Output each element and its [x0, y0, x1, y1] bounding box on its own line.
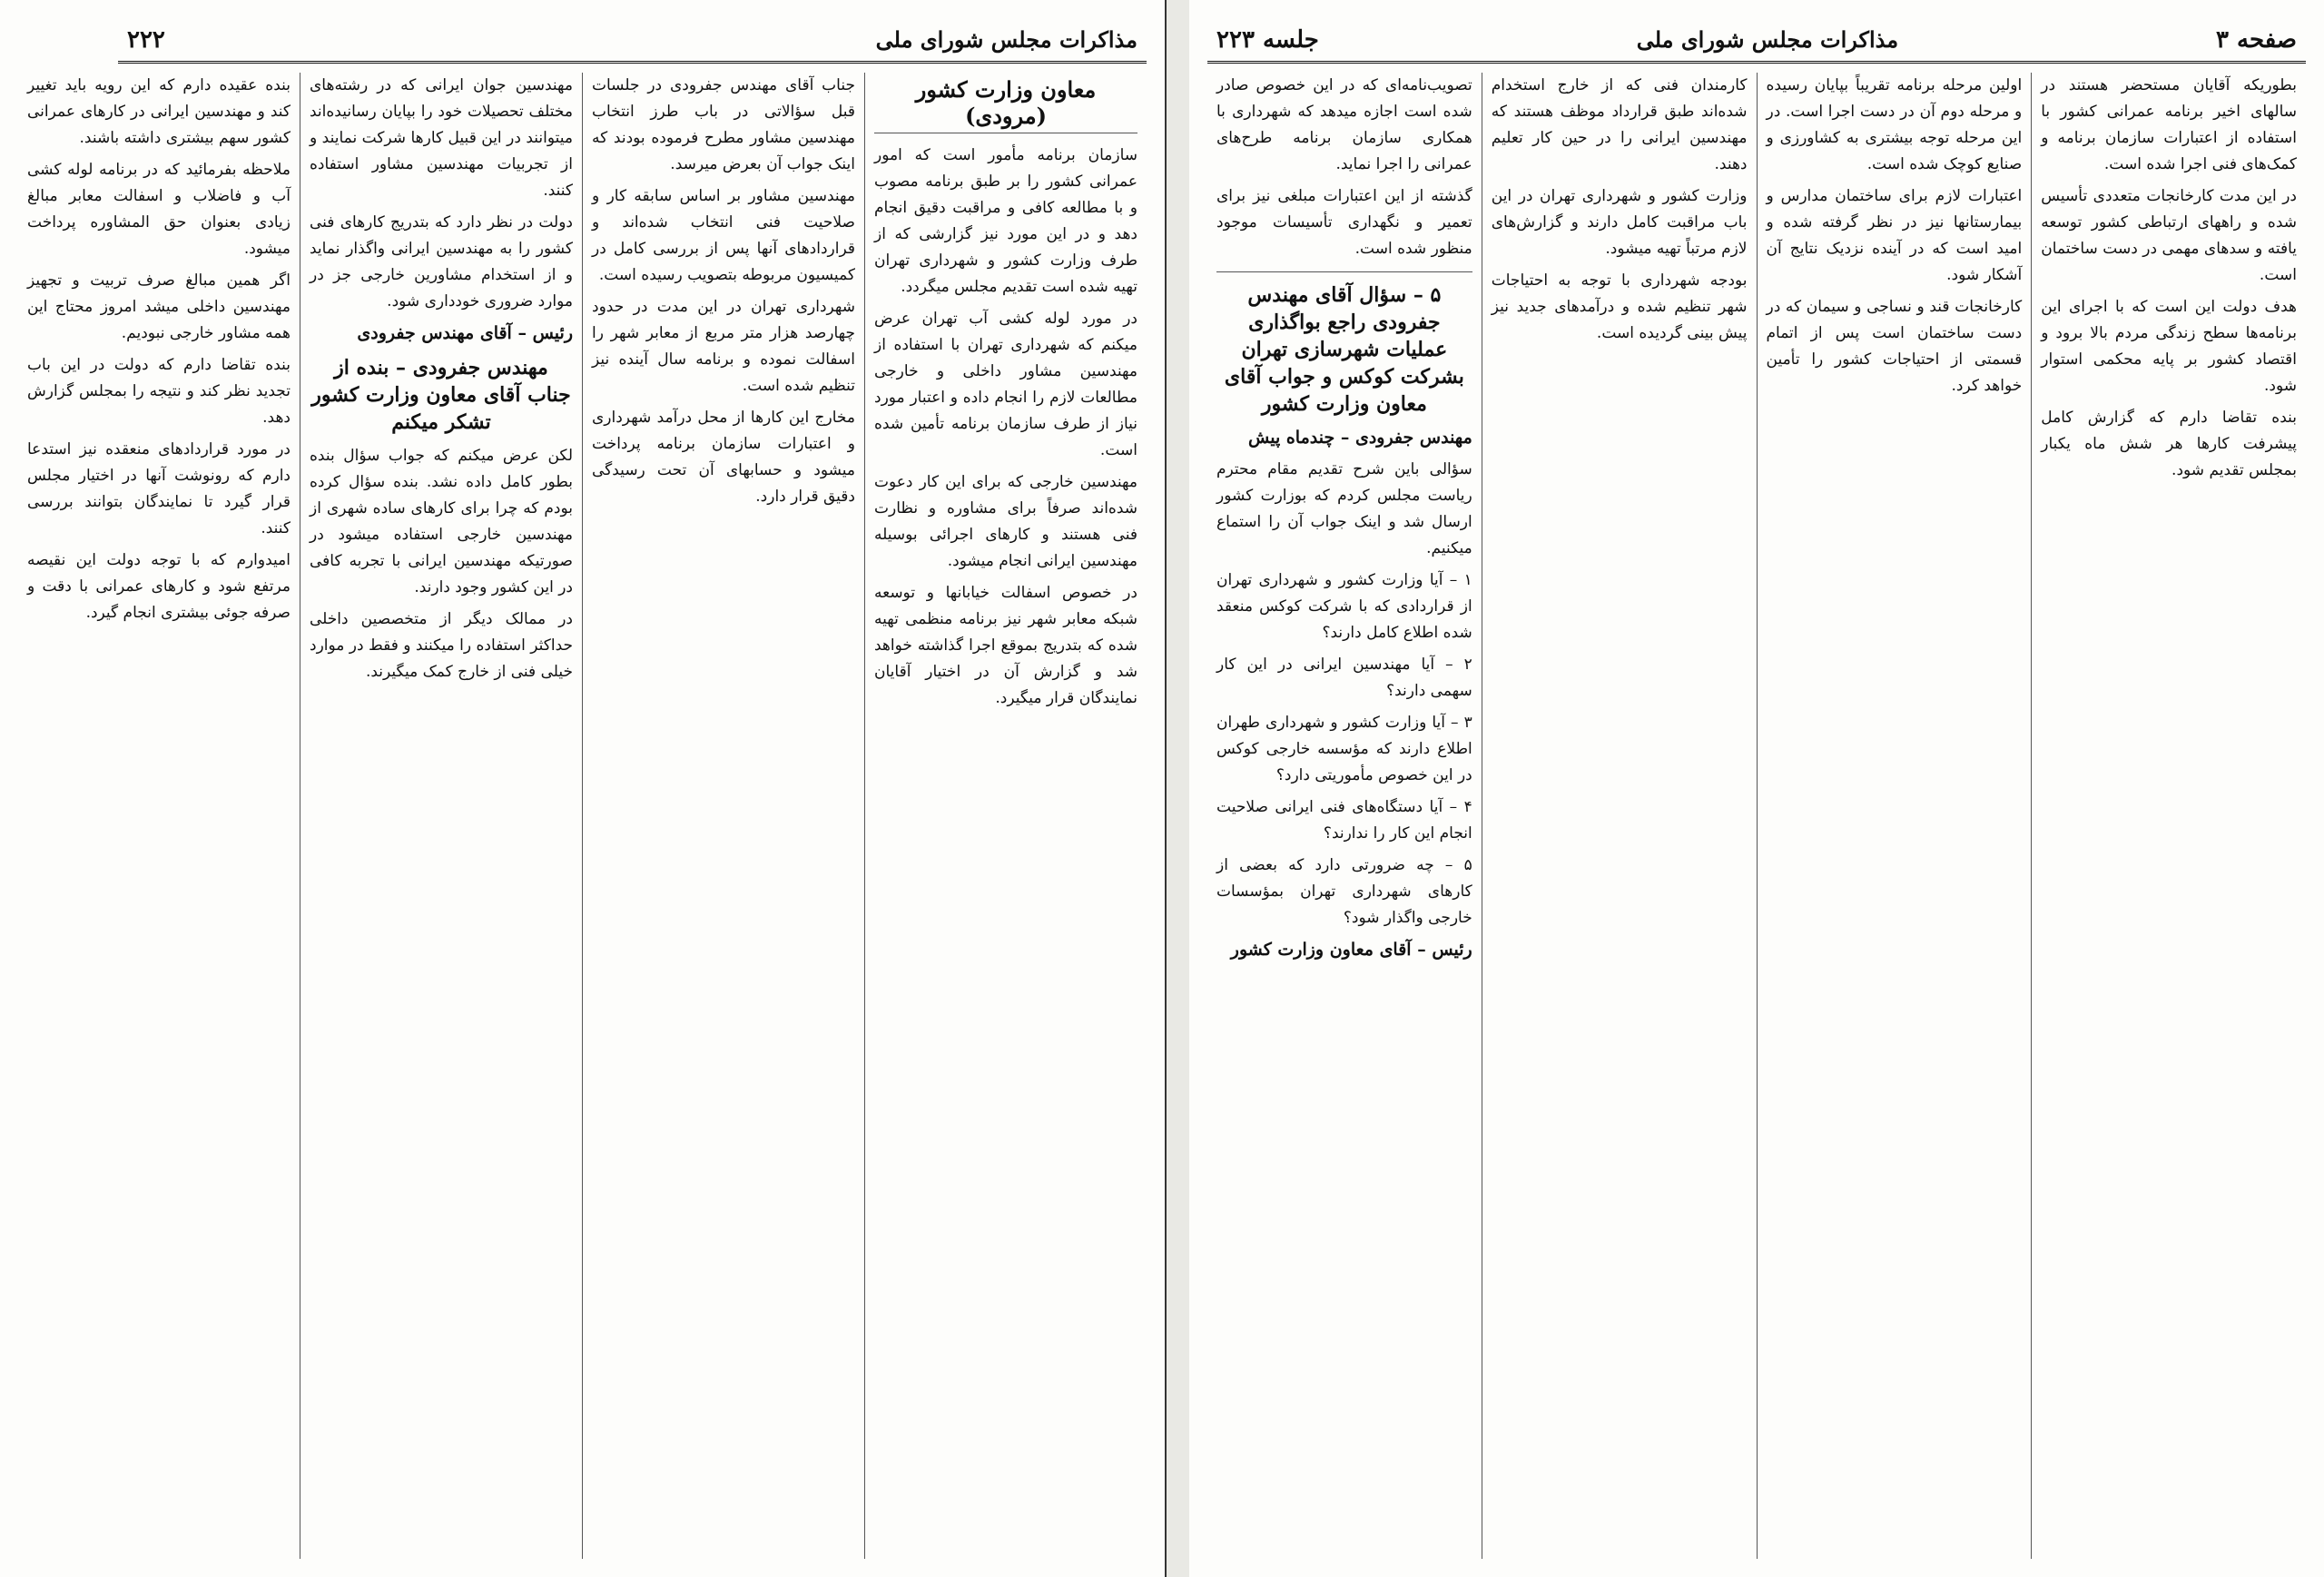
speaker-line: مهندس جفرودی – چندماه پیش	[1247, 428, 1472, 448]
paragraph: گذشته از این اعتبارات مبلغی نیز برای تعمیر و نگهداری تأسیسات موجود منظور شده است.	[1216, 187, 1472, 258]
paragraph: در ممالک دیگر از متخصصین داخلی حداکثر استفاده را میکنند و فقط در موارد خیلی فنی از خارج کمک میگیرند.	[310, 610, 573, 681]
page-gutter	[1167, 0, 1189, 1577]
right-header-title: مذاکرات مجلس شورای ملی	[1636, 26, 1899, 53]
paragraph: در مورد لوله کشی آب تهران عرض میکنم که شهرداری تهران با استفاده از مهندسین مشاور داخلی و خارجی مطالعات لازم را انجام داده و اعتبار مورد نیاز از طرف سازمان برنامه تأمین شده است.	[874, 310, 1137, 459]
paragraph: بنده عقیده دارم که این رویه باید تغییر کند و مهندسین ایرانی در کارهای عمرانی کشور سهم بیشتری داشته باشند.	[27, 76, 290, 147]
right-column-4	[1207, 73, 1482, 1559]
paragraph: امیدوارم که با توجه دولت این نقیصه مرتفع شود و کارهای عمرانی با دقت و صرفه جوئی بیشتری انجام گیرد.	[27, 551, 290, 622]
paragraph: وزارت کشور و شهرداری تهران در این باب مراقبت کامل دارند و گزارش‌های لازم مرتباً تهیه میشود.	[1491, 187, 1748, 258]
paragraph: ۱ – آیا وزارت کشور و شهرداری تهران از قراردادی که با شرکت کوکس منعقد شده اطلاع کامل دارند؟	[1216, 571, 1472, 642]
paragraph: اعتبارات لازم برای ساختمان مدارس و بیمارستانها نیز در نظر گرفته شده و امید است که در آینده نزدیک نتایج آن آشکار شود.	[1766, 187, 2023, 284]
right-page	[1189, 0, 2324, 1577]
right-header-session: جلسه ۲۲۳	[1216, 25, 1319, 54]
paragraph: کارمندان فنی که از خارج استخدام شده‌اند طبق قرارداد موظف هستند که مهندسین ایرانی را در حین کار تعلیم دهند.	[1491, 76, 1748, 173]
right-column-2	[1758, 73, 2033, 1559]
paragraph: بودجه شهرداری با توجه به احتیاجات شهر تنظیم شده و درآمدهای جدید نیز پیش بینی گردیده است.	[1491, 271, 1748, 342]
speaker-line: رئیس – آقای مهندس جفرودی	[357, 323, 573, 343]
paragraph: دولت در نظر دارد که بتدریج کارهای فنی کشور را به مهندسین ایرانی واگذار نماید و از استخدام مشاورین خارجی جز در موارد ضروری خودداری شود.	[310, 213, 573, 310]
paragraph: ۳ – آیا وزارت کشور و شهرداری طهران اطلاع دارند که مؤسسه خارجی کوکس در این خصوص مأموریتی دارد؟	[1216, 714, 1472, 784]
column-section-head: معاون وزارت کشور (مرودی)	[874, 76, 1137, 133]
paragraph: سازمان برنامه مأمور است که امور عمرانی کشور را بر طبق برنامه مصوب و با مطالعه کافی و مراقبت دقیق انجام دهد و در این مورد نیز گزارشی که از طرف وزارت کشور و شهرداری تهران تهیه شده است تقدیم مجلس میگردد.	[874, 146, 1137, 296]
paragraph: مهندسین مشاور بر اساس سابقه کار و صلاحیت فنی انتخاب شده‌اند و قراردادهای آنها پس از بررسی کامل در کمیسیون مربوطه بتصویب رسیده است.	[592, 187, 855, 284]
paragraph: مخارج این کارها از محل درآمد شهرداری و اعتبارات سازمان برنامه پرداخت میشود و حسابهای آن تحت رسیدگی دقیق قرار دارد.	[592, 409, 855, 506]
right-column-1	[2032, 73, 2306, 1559]
left-column-4	[18, 73, 300, 1559]
paragraph: شهرداری تهران در این مدت در حدود چهارصد هزار متر مربع از معابر شهر را اسفالت نموده و برنامه سال آینده نیز تنظیم شده است.	[592, 298, 855, 395]
paragraph: در مورد قراردادهای منعقده نیز استدعا دارم که رونوشت آنها در اختیار مجلس قرار گیرد تا نمایندگان بتوانند بررسی کنند.	[27, 440, 290, 537]
paragraph: کارخانجات قند و نساجی و سیمان که در دست ساختمان است پس از اتمام قسمتی از احتیاجات کشور را تأمین خواهد کرد.	[1766, 298, 2023, 395]
paragraph: در این مدت کارخانجات متعددی تأسیس شده و راههای ارتباطی کشور توسعه یافته و سدهای مهمی در دست ساختمان است.	[2041, 187, 2297, 284]
left-column-1	[865, 73, 1147, 1559]
left-header-page-number: ۲۲۲	[127, 25, 165, 54]
right-page-columns	[1207, 73, 2306, 1559]
paragraph: ۴ – آیا دستگاه‌های فنی ایرانی صلاحیت انجام این کار را ندارند؟	[1216, 798, 1472, 843]
paragraph: بنده تقاضا دارم که گزارش کامل پیشرفت کارها هر شش ماه یکبار بمجلس تقدیم شود.	[2041, 409, 2297, 479]
right-header-page-label: صفحه ۳	[2216, 25, 2297, 54]
right-column-3	[1482, 73, 1758, 1559]
left-page-columns	[18, 73, 1147, 1559]
paragraph: مهندسین خارجی که برای این کار دعوت شده‌اند صرفاً برای مشاوره و نظارت فنی هستند و کارهای اجرائی بوسیله مهندسین ایرانی انجام میشود.	[874, 473, 1137, 570]
paragraph: ۵ – چه ضرورتی دارد که بعضی از کارهای شهرداری تهران بمؤسسات خارجی واگذار شود؟	[1216, 856, 1472, 927]
left-column-2	[583, 73, 865, 1559]
paragraph: ملاحظه بفرمائید که در برنامه لوله کشی آب و فاضلاب و اسفالت معابر مبالغ زیادی بعنوان حق المشاوره پرداخت میشود.	[27, 161, 290, 258]
paragraph: تصویب‌نامه‌ای که در این خصوص صادر شده است اجازه میدهد که شهرداری با همکاری سازمان برنامه طرح‌های عمرانی را اجرا نماید.	[1216, 76, 1472, 173]
paragraph: بنده تقاضا دارم که دولت در این باب تجدید نظر کند و نتیجه را بمجلس گزارش دهد.	[27, 356, 290, 427]
paragraph: سؤالی باین شرح تقدیم مقام محترم ریاست مجلس کردم که بوزارت کشور ارسال شد و اینک جواب آن را استماع میکنیم.	[1216, 460, 1472, 557]
question-subhead: ۵ – سؤال آقای مهندس جفرودی راجع بواگذاری عملیات شهرسازی تهران بشرکت کوکس و جواب آقای معاون وزارت کشور	[1224, 283, 1464, 416]
left-column-3	[300, 73, 583, 1559]
paragraph: اگر همین مبالغ صرف تربیت و تجهیز مهندسین داخلی میشد امروز محتاج این همه مشاور خارجی نبودیم.	[27, 271, 290, 342]
section-divider	[1216, 271, 1472, 272]
speaker-subhead: مهندس جفرودی – بنده از جناب آقای معاون وزارت کشور تشکر میکنم	[311, 356, 571, 434]
right-page-header	[1207, 18, 2306, 64]
paragraph: اولین مرحله برنامه تقریباً بپایان رسیده و مرحله دوم آن در دست اجرا است. در این مرحله توجه بیشتری به کشاورزی و صنایع کوچک شده است.	[1766, 76, 2023, 173]
paragraph: ۲ – آیا مهندسین ایرانی در این کار سهمی دارند؟	[1216, 655, 1472, 700]
closing-speaker-line: رئیس – آقای معاون وزارت کشور	[1230, 940, 1472, 960]
paragraph: جناب آقای مهندس جفرودی در جلسات قبل سؤالاتی در باب طرز انتخاب مهندسین مشاور مطرح فرموده بودند که اینک جواب آن بعرض میرسد.	[592, 76, 855, 173]
left-page-header	[118, 18, 1147, 64]
left-header-title: مذاکرات مجلس شورای ملی	[875, 26, 1137, 53]
paragraph: بطوریکه آقایان مستحضر هستند در سالهای اخیر برنامه عمرانی کشور با استفاده از اعتبارات سازمان برنامه و کمک‌های فنی اجرا شده است.	[2041, 76, 2297, 173]
paragraph: در خصوص اسفالت خیابانها و توسعه شبکه معابر شهر نیز برنامه منظمی تهیه شده که بتدریج بموقع اجرا گذاشته خواهد شد و گزارش آن در اختیار آقایان نمایندگان قرار میگیرد.	[874, 584, 1137, 707]
paragraph: لکن عرض میکنم که جواب سؤال بنده بطور کامل داده نشد. بنده سؤال کرده بودم که چرا برای کارهای ساده شهری از مهندسین خارجی استفاده میشود در صورتیکه مهندسین ایرانی با تجربه کافی در این کشور وجود دارند.	[310, 447, 573, 596]
paragraph: هدف دولت این است که با اجرای این برنامه‌ها سطح زندگی مردم بالا برود و اقتصاد کشور بر پایه محکمی استوار شود.	[2041, 298, 2297, 395]
paragraph: مهندسین جوان ایرانی که در رشته‌های مختلف تحصیلات خود را بپایان رسانیده‌اند میتوانند در این قبیل کارها شرکت نمایند و از تجربیات مهندسین مشاور استفاده کنند.	[310, 76, 573, 200]
